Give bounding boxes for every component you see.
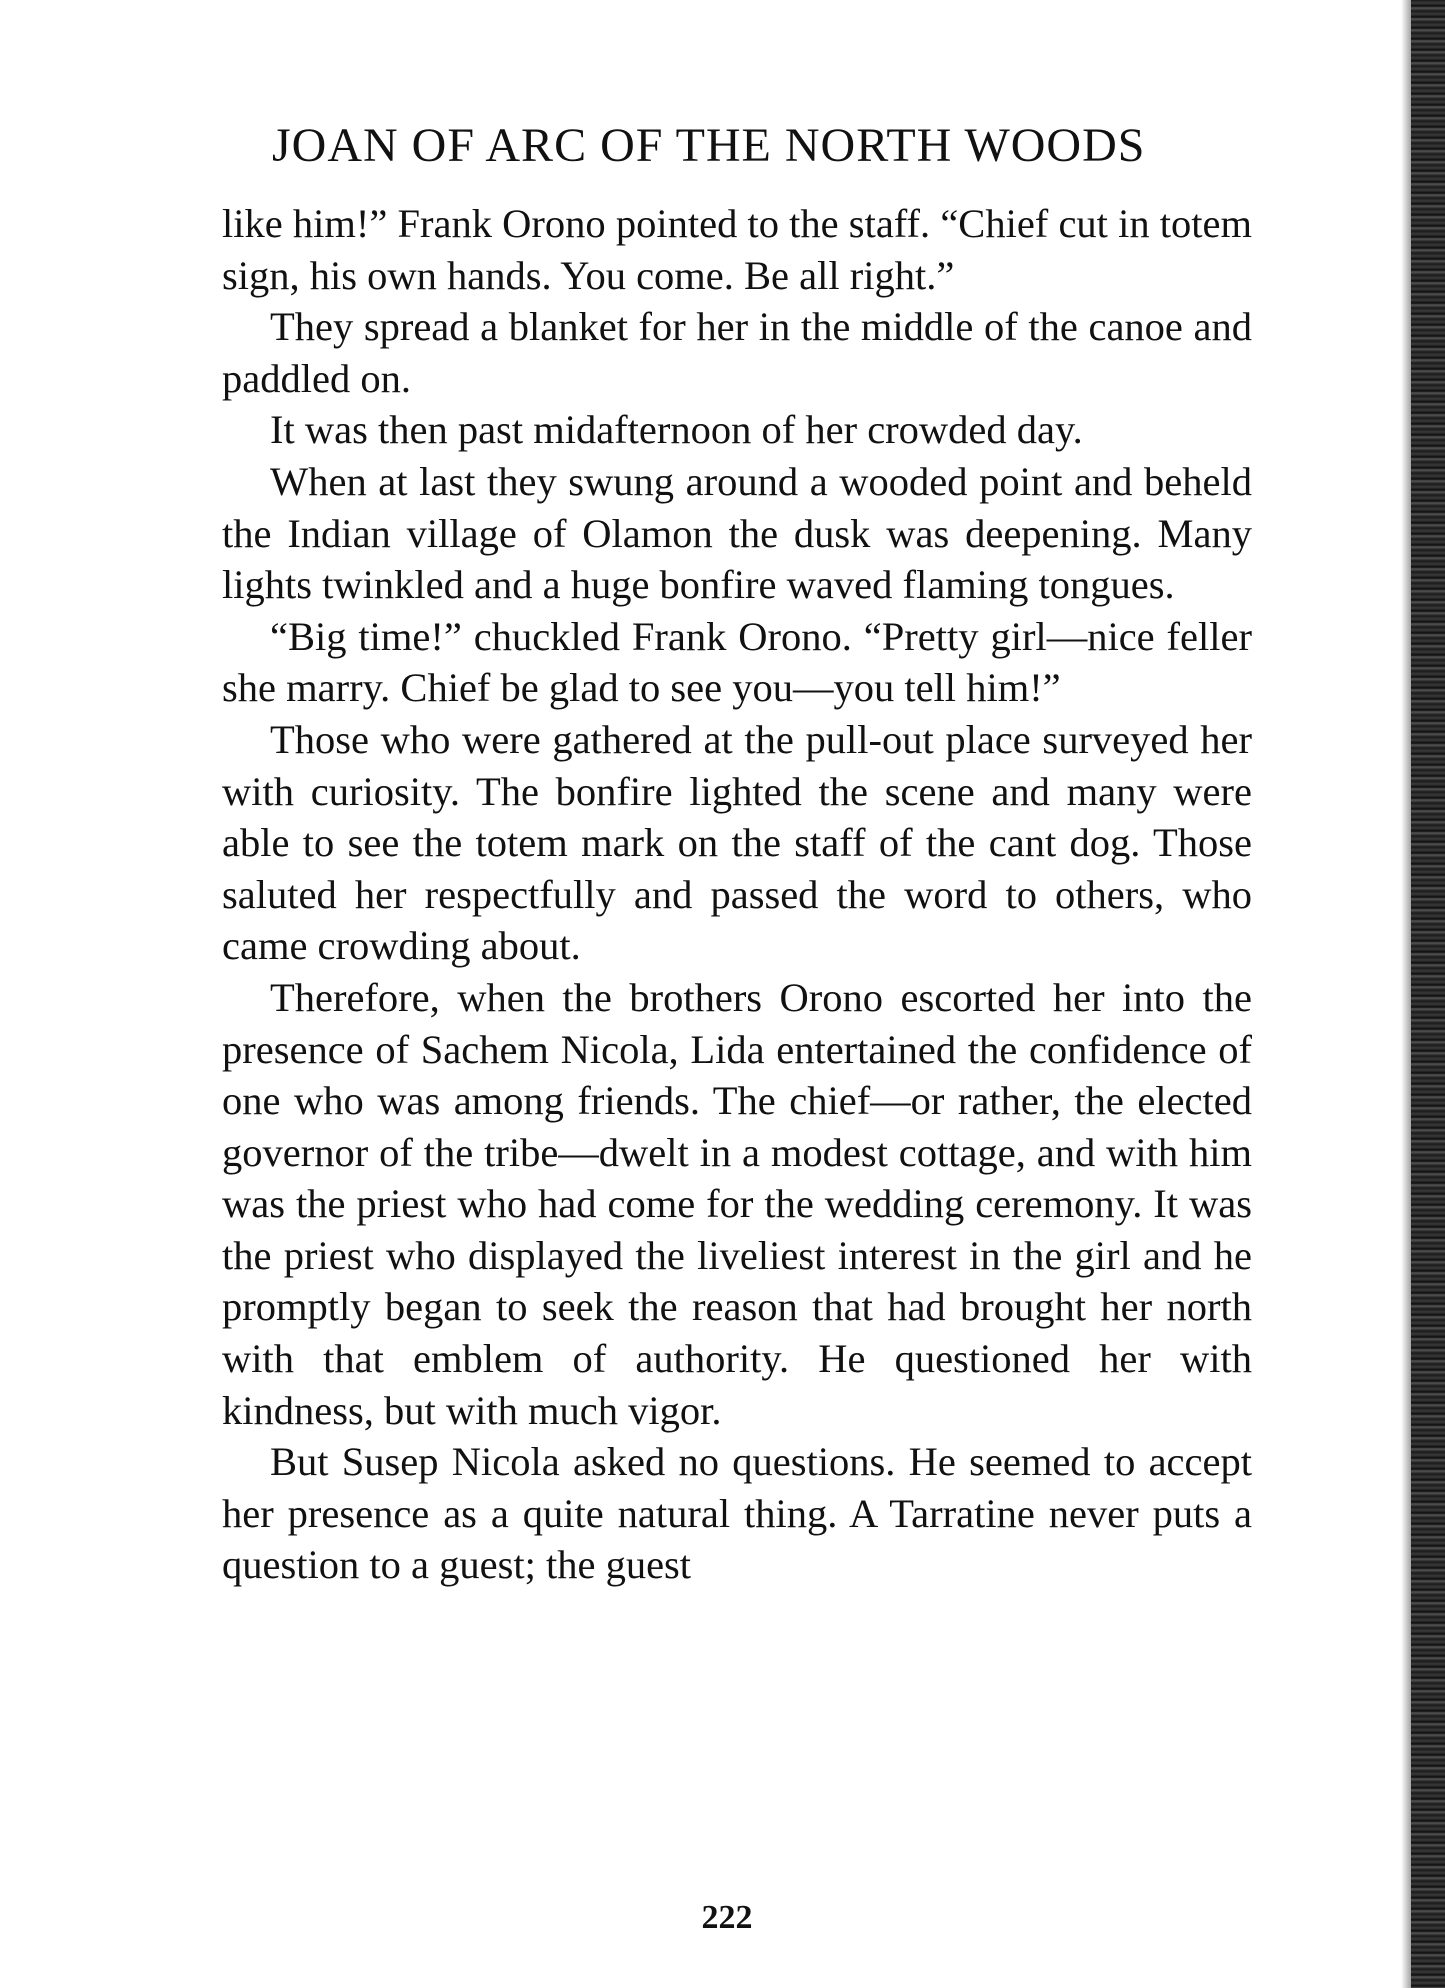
body-text — [222, 198, 1252, 1591]
running-title: JOAN OF ARC OF THE NORTH WOODS — [272, 119, 1146, 172]
paragraph: They spread a blanket for her in the middle of the canoe and paddled on. — [222, 304, 1252, 401]
paragraph: When at last they swung around a wooded point and beheld the Indian village of Olamon the dusk was deepening. Many lights twinkled and a huge bonfire waved flaming tongues. — [222, 458, 1252, 608]
paragraph: “Big time!” chuckled Frank Orono. “Pretty girl—nice feller she marry. Chief be glad to see you—you tell him!” — [222, 613, 1252, 711]
page-number: 222 — [701, 1899, 753, 1936]
book-binding-edge — [1411, 0, 1445, 1988]
paragraph: But Susep Nicola asked no questions. He seemed to accept her presence as a quite natural thing. A Tarratine never puts a question to a guest; the guest — [222, 1439, 1252, 1588]
paragraph: Those who were gathered at the pull-out place surveyed her with curiosity. The bonfire lighted the scene and many were able to see the totem mark on the staff of the cant dog. Those saluted her respectfully and passed the word to others, who came crowding about. — [222, 716, 1252, 969]
binding-shadow — [1401, 0, 1411, 1988]
paragraph-continued: like him!” Frank Orono pointed to the staff. “Chief cut in totem sign, his own hands. You come. Be all right.” — [222, 201, 1252, 298]
paragraph: Therefore, when the brothers Orono escorted her into the presence of Sachem Nicola, Lida entertained the confidence of one who was among friends. The chief—or rather, the elected governor of the tribe—dwelt in a modest cottage, and with him was the priest who had come for the wedding ceremony. It was the priest who displayed the liveliest interest in the girl and he promptly began to seek the reason that had brought her north with that emblem of authority. He questioned her with kindness, but with much vigor. — [222, 974, 1252, 1433]
paragraph: It was then past midafternoon of her crowded day. — [270, 407, 1083, 453]
